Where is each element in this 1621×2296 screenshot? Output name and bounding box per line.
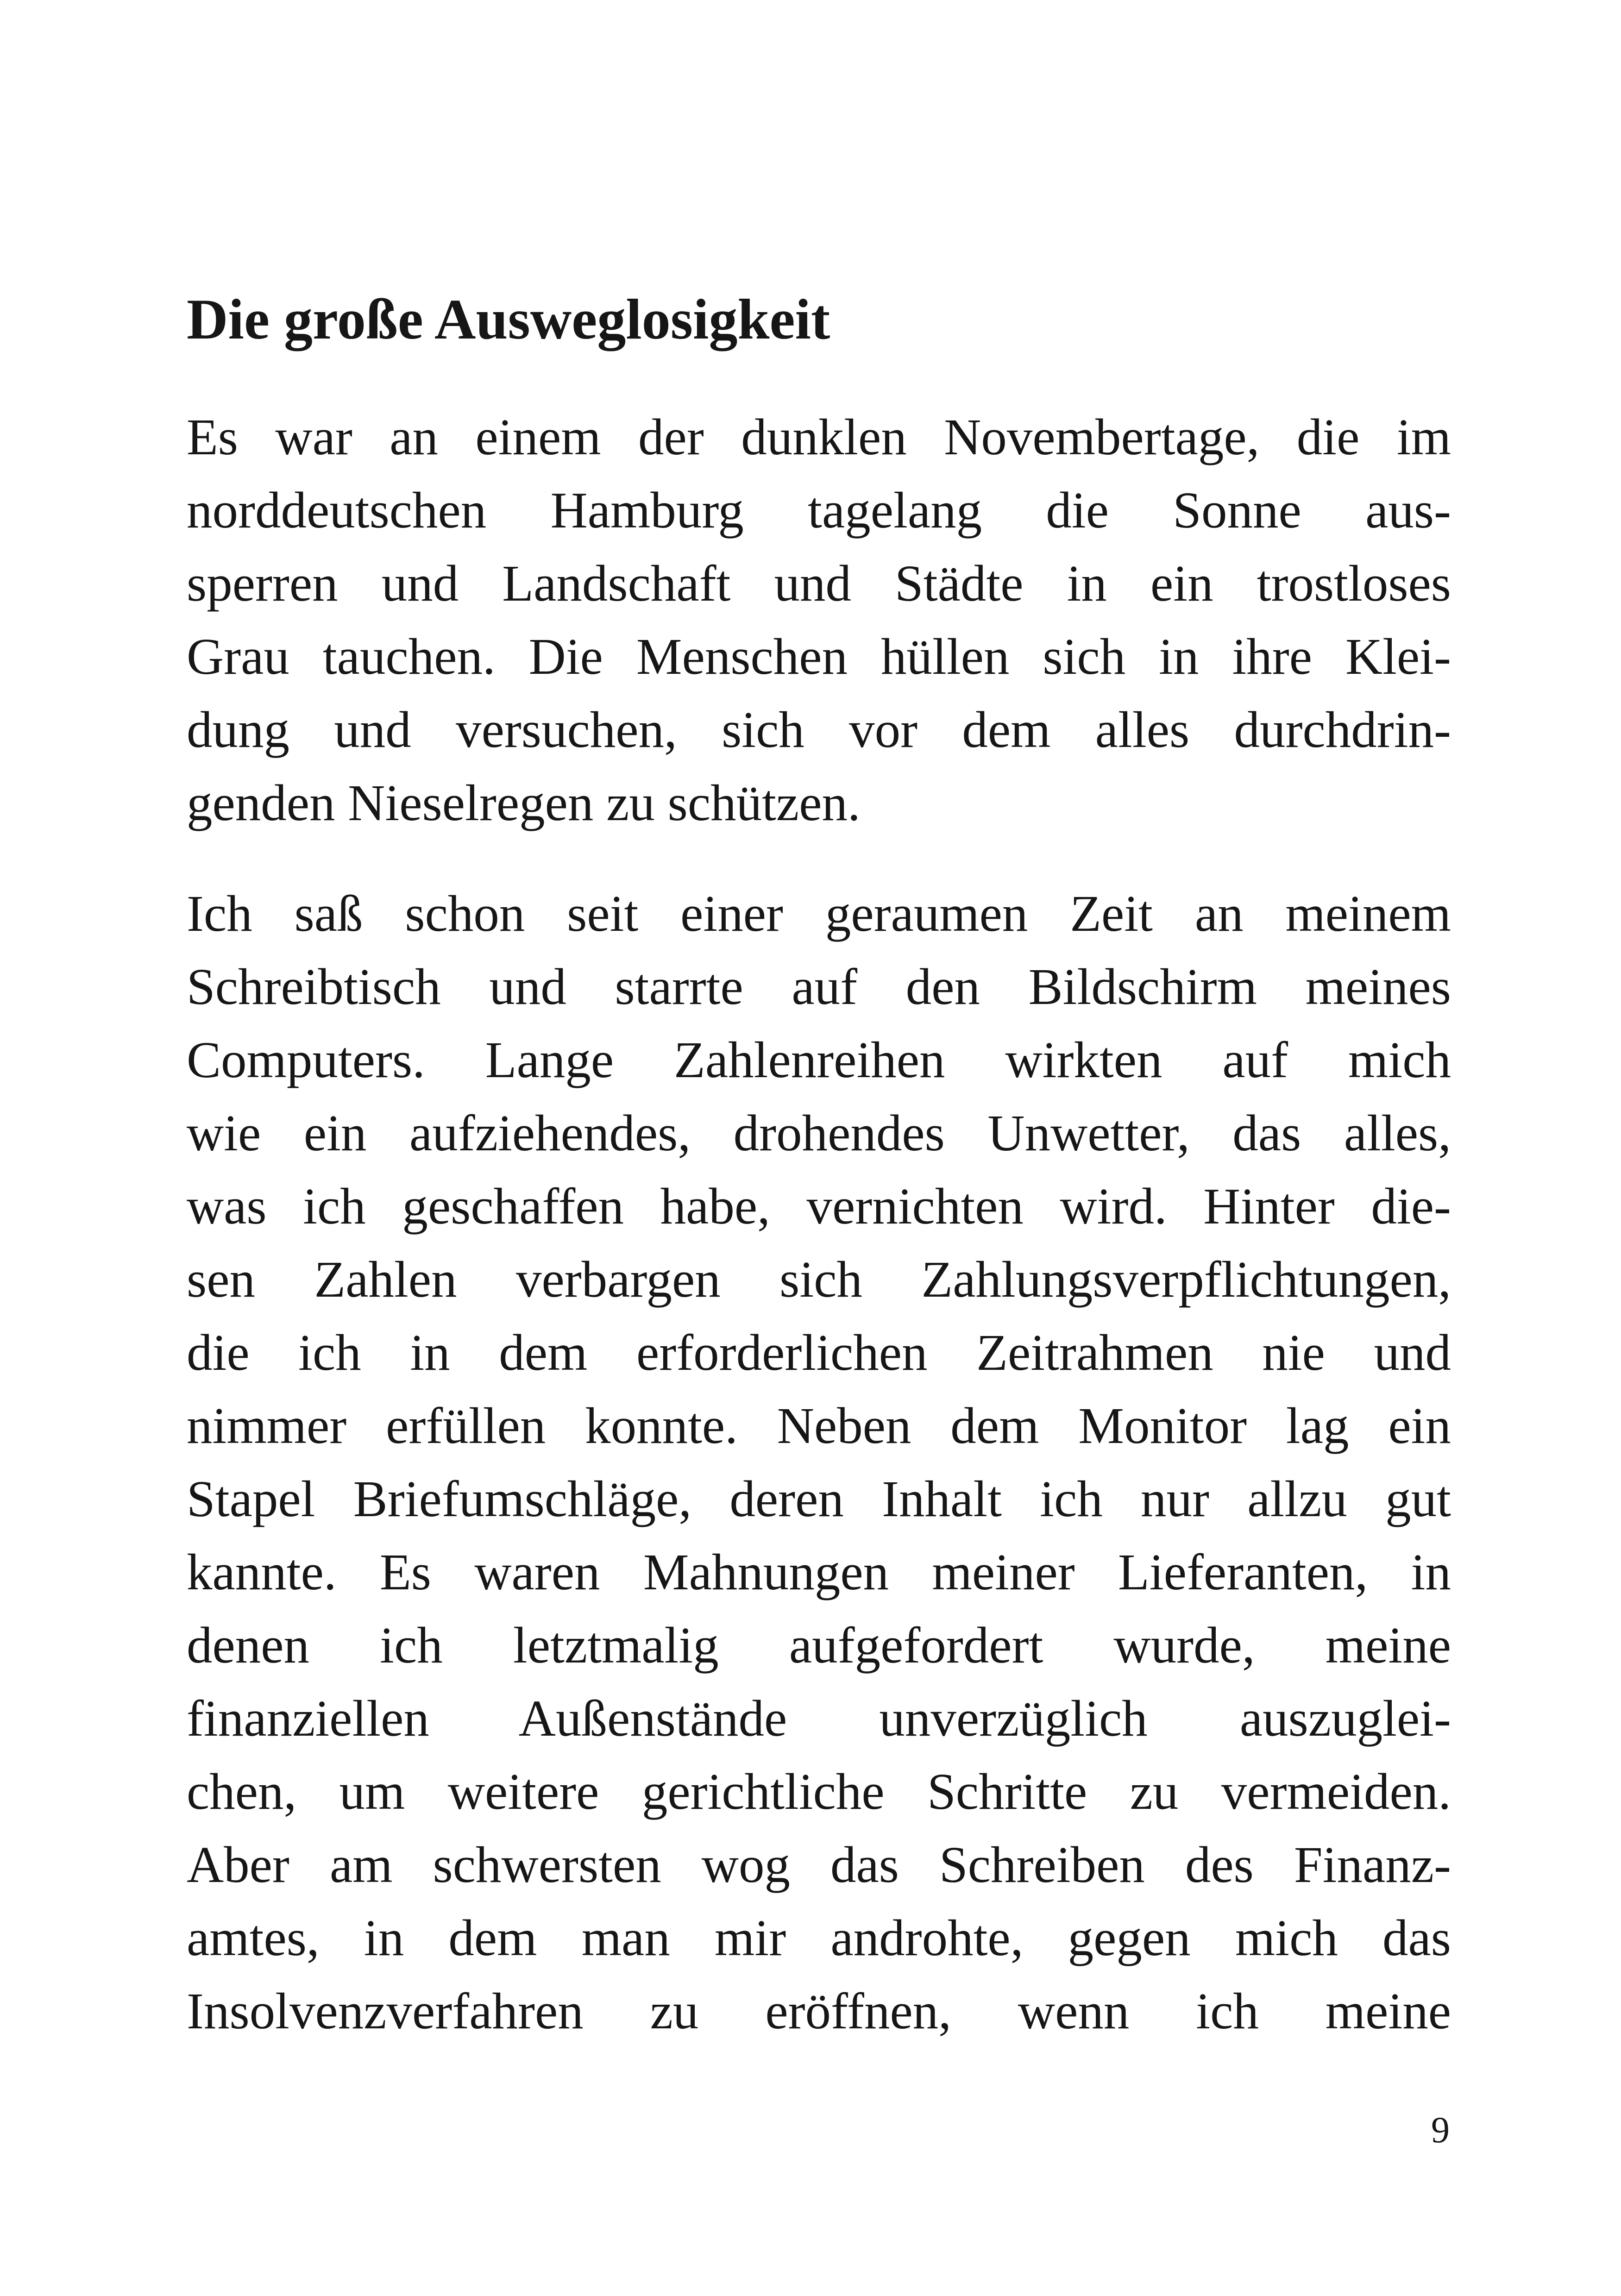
- paragraph-line: wie ein aufziehendes, drohendes Unwetter, das alles,: [187, 1105, 1451, 1162]
- paragraph-line: Grau tauchen. Die Menschen hüllen sich in ihre Klei-: [187, 628, 1451, 685]
- paragraph-2: [187, 878, 1451, 2048]
- paragraph-line: Stapel Briefumschläge, deren Inhalt ich nur allzu gut: [187, 1471, 1451, 1528]
- paragraph-line: Ich saß schon seit einer geraumen Zeit an meinem: [187, 885, 1451, 942]
- paragraph-line: was ich geschaffen habe, vernichten wird. Hinter die-: [187, 1178, 1451, 1235]
- paragraph-line: finanziellen Außenstände unverzüglich auszuglei-: [187, 1690, 1451, 1747]
- paragraph-line: nimmer erfüllen konnte. Neben dem Monitor lag ein: [187, 1398, 1451, 1455]
- chapter-heading: Die große Ausweglosigkeit: [187, 288, 830, 351]
- paragraph-line: amtes, in dem man mir androhte, gegen mich das: [187, 1910, 1451, 1967]
- paragraph-line: Insolvenzverfahren zu eröffnen, wenn ich meine: [187, 1983, 1451, 2040]
- paragraph-line: Es war an einem der dunklen Novembertage, die im: [187, 409, 1451, 466]
- paragraph-line: Computers. Lange Zahlenreihen wirkten auf mich: [187, 1032, 1451, 1089]
- paragraph-line: Aber am schwersten wog das Schreiben des Finanz-: [187, 1837, 1451, 1894]
- paragraph-line: sen Zahlen verbargen sich Zahlungsverpflichtungen,: [187, 1251, 1451, 1308]
- paragraph-line: sperren und Landschaft und Städte in ein trostloses: [187, 555, 1451, 612]
- paragraph-line: die ich in dem erforderlichen Zeitrahmen nie und: [187, 1324, 1451, 1381]
- paragraph-line: norddeutschen Hamburg tagelang die Sonne aus-: [187, 482, 1451, 539]
- paragraph-1: [187, 401, 1451, 840]
- paragraph-line: genden Nieselregen zu schützen.: [187, 775, 861, 832]
- paragraph-line: kannte. Es waren Mahnungen meiner Lieferanten, in: [187, 1544, 1451, 1601]
- paragraph-line: denen ich letztmalig aufgefordert wurde, meine: [187, 1617, 1451, 1674]
- paragraph-line: dung und versuchen, sich vor dem alles durchdrin-: [187, 702, 1451, 759]
- paragraph-line: Schreibtisch und starrte auf den Bildschirm meines: [187, 959, 1451, 1016]
- paragraph-line: chen, um weitere gerichtliche Schritte zu vermeiden.: [187, 1763, 1451, 1820]
- page-number: 9: [1431, 2110, 1450, 2151]
